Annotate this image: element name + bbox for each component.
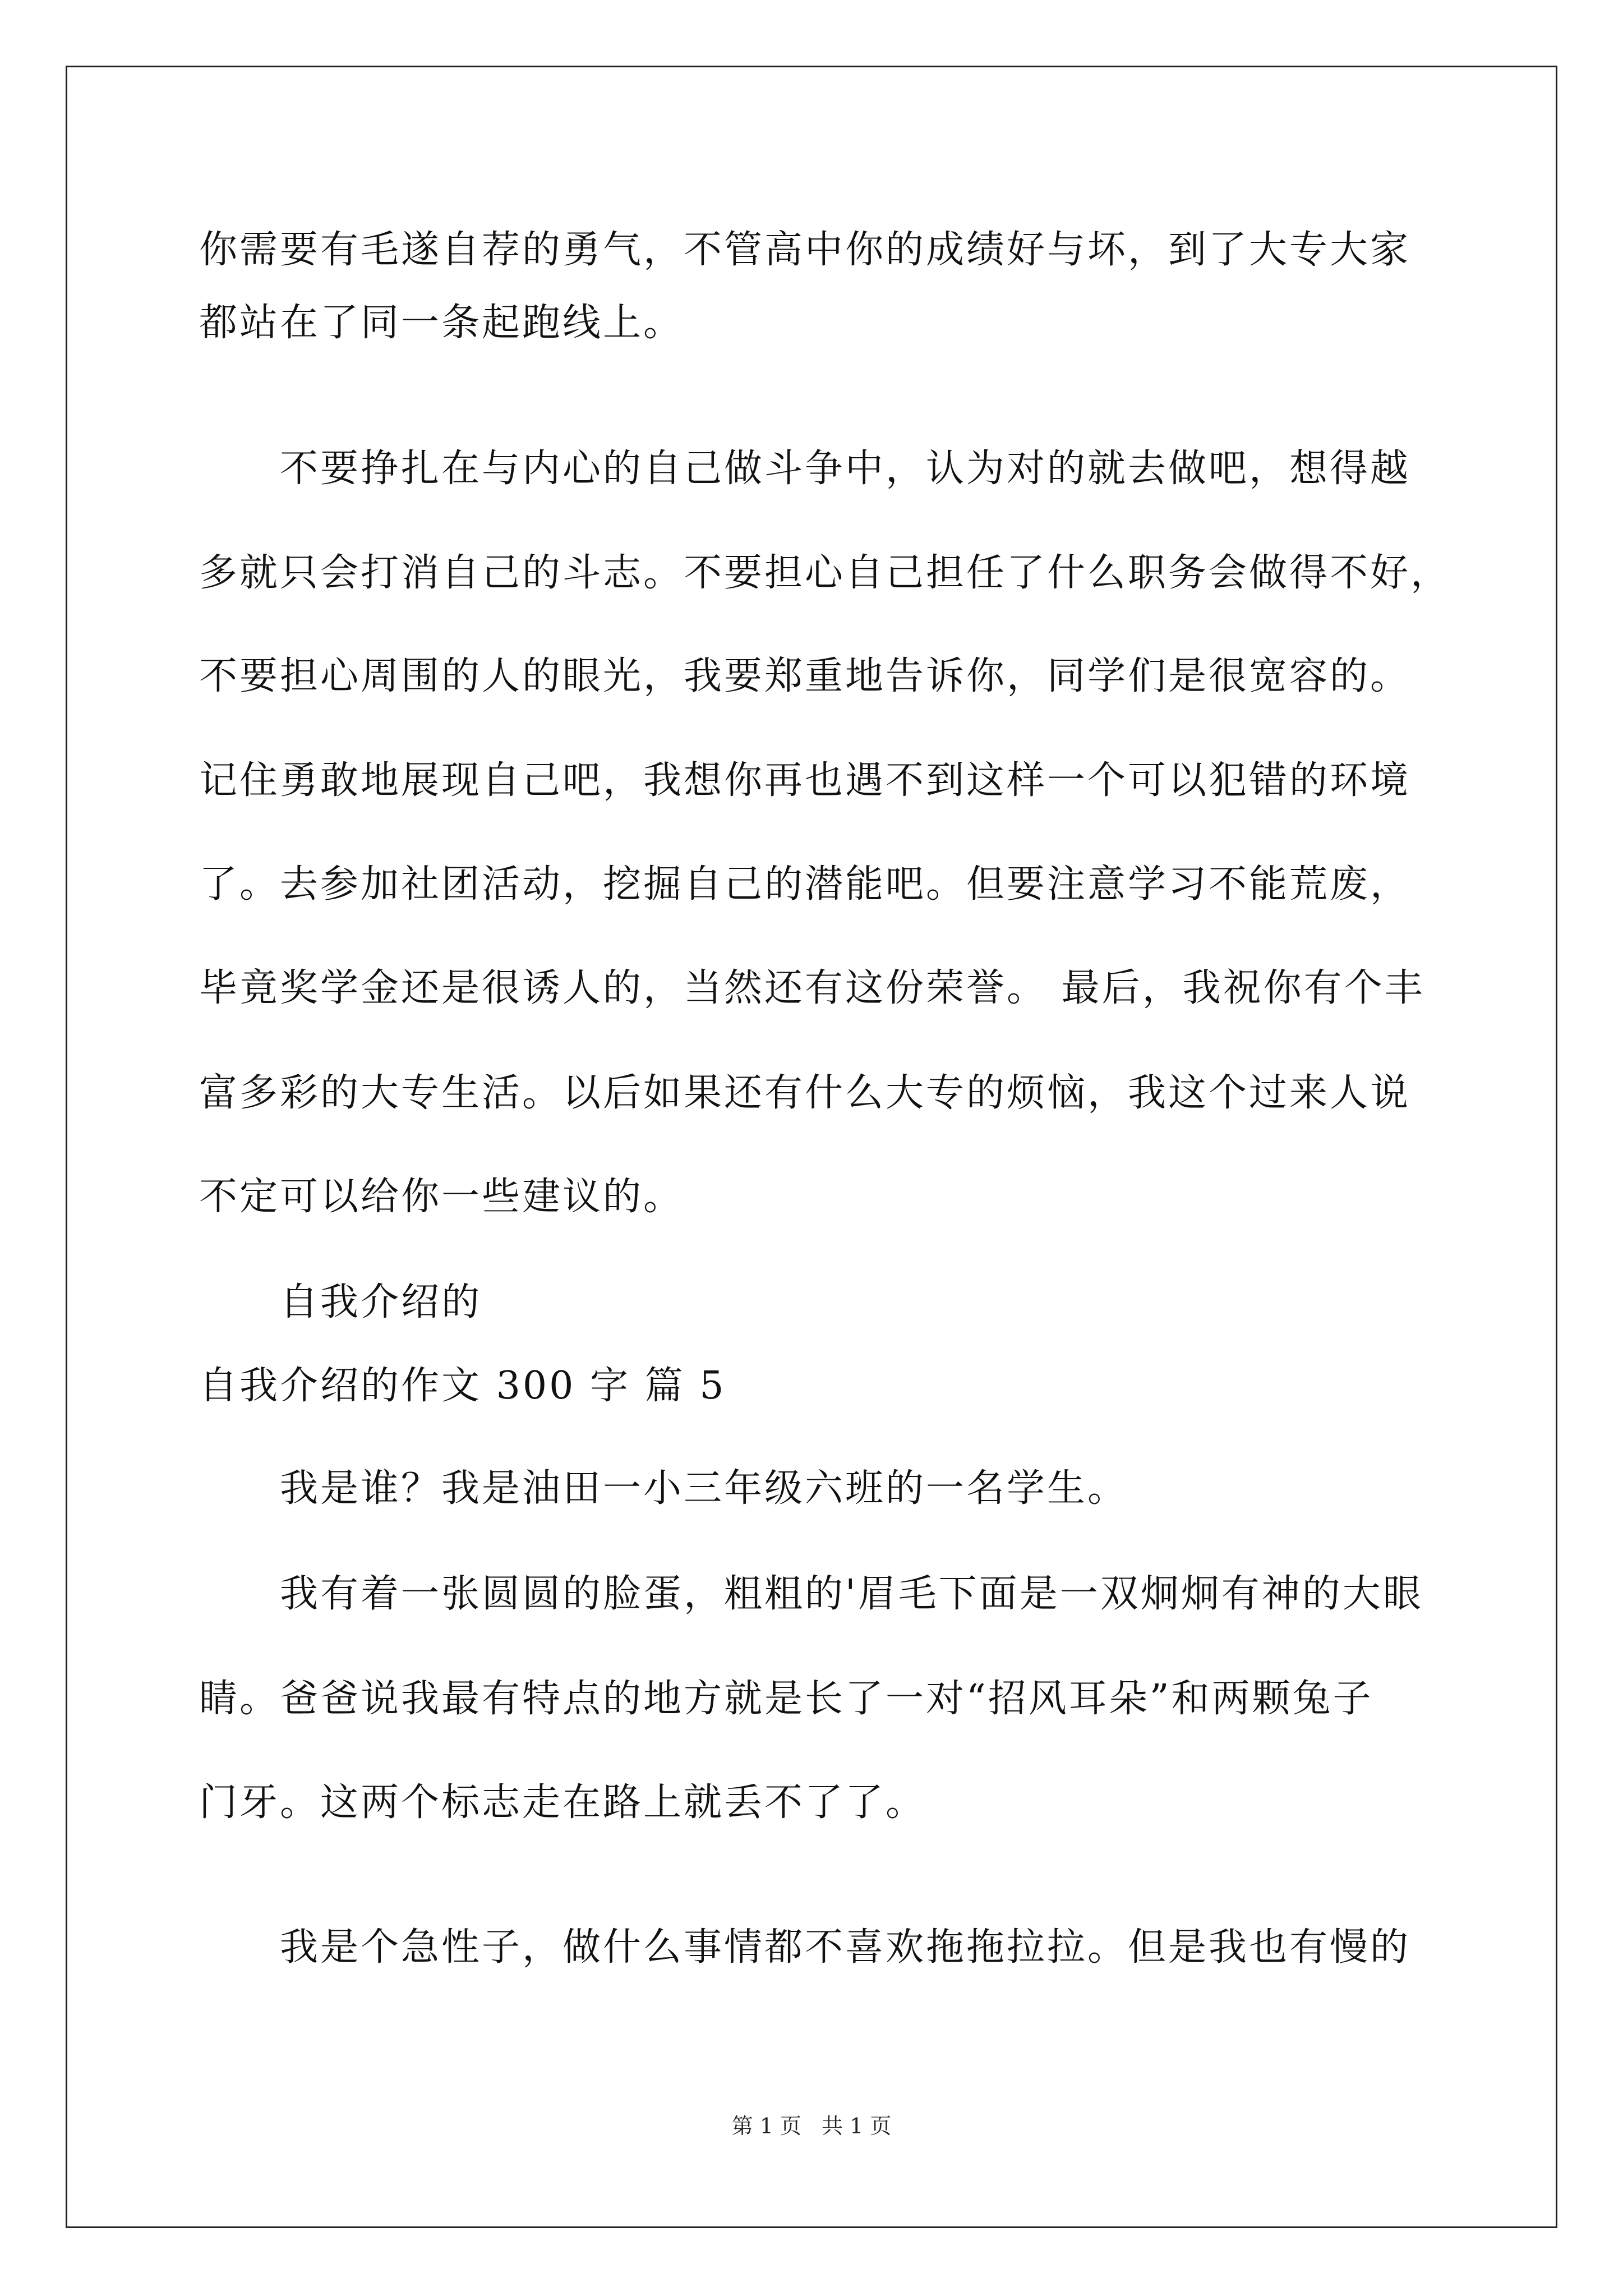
text-line-3: 不要挣扎在与内心的自己做斗争中，认为对的就去做吧，想得越	[199, 447, 1411, 491]
text-line-14: 我有着一张圆圆的脸蛋，粗粗的'眉毛下面是一双炯炯有神的大眼	[199, 1572, 1423, 1616]
text-line-7: 了。去参加社团活动，挖掘自己的潜能吧。但要注意学习不能荒废，	[199, 862, 1411, 907]
page-number-current: 第 1 页	[731, 2114, 801, 2138]
text-line-8: 毕竟奖学金还是很诱人的，当然还有这份荣誉。 最后，我祝你有个丰	[199, 966, 1425, 1010]
text-line-10: 不定可以给你一些建议的。	[199, 1175, 684, 1219]
page-number-total: 共 1 页	[822, 2114, 892, 2138]
text-line-11: 自我介绍的	[199, 1280, 482, 1324]
text-line-1: 你需要有毛遂自荐的勇气，不管高中你的成绩好与坏，到了大专大家	[199, 228, 1411, 272]
page-footer	[0, 2115, 1623, 2137]
text-line-9: 富多彩的大专生活。以后如果还有什么大专的烦恼，我这个过来人说	[199, 1071, 1411, 1115]
text-line-17: 我是个急性子，做什么事情都不喜欢拖拖拉拉。但是我也有慢的	[199, 1925, 1411, 1970]
text-line-15: 睛。爸爸说我最有特点的地方就是长了一对“招风耳朵”和两颗兔子	[199, 1677, 1373, 1721]
page-border	[66, 66, 1557, 2228]
text-line-13: 我是谁？我是油田一小三年级六班的一名学生。	[199, 1466, 1128, 1511]
text-line-4: 多就只会打消自己的斗志。不要担心自己担任了什么职务会做得不好，	[199, 551, 1451, 595]
section-heading: 自我介绍的作文 300 字 篇 5	[199, 1364, 726, 1408]
text-line-6: 记住勇敢地展现自己吧，我想你再也遇不到这样一个可以犯错的环境	[199, 758, 1411, 803]
text-line-5: 不要担心周围的人的眼光，我要郑重地告诉你，同学们是很宽容的。	[199, 654, 1411, 698]
text-line-16: 门牙。这两个标志走在路上就丢不了了。	[199, 1780, 926, 1825]
text-line-2: 都站在了同一条起跑线上。	[199, 301, 684, 345]
